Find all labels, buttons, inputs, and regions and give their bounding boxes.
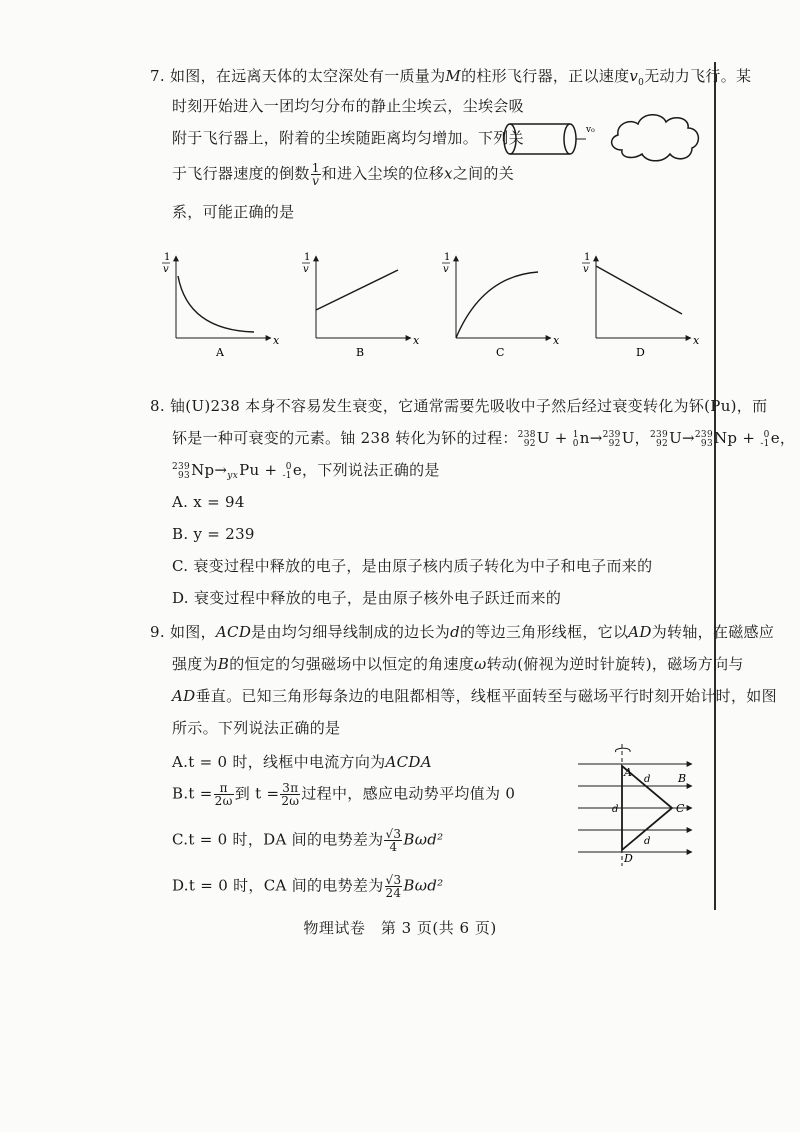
q7-line4: 于飞行器速度的倒数 $\frac{1}{v}$ 和进入尘埃的位移x之间的关 — [172, 161, 515, 188]
q7-line5: 系，可能正确的是 — [172, 203, 295, 221]
label-d-bottom: d — [644, 836, 651, 847]
q7-line1: 7. 如图，在远离天体的太空深处有一质量为M的柱形飞行器，正以速度$v_0$无动力飞行。某 — [150, 67, 752, 88]
nuclide-electron-a: 0 -1 e — [760, 429, 780, 449]
label-C: C — [676, 802, 685, 815]
label-d-left: d — [612, 804, 619, 815]
graph-curve — [316, 270, 398, 310]
q8-line1: 8. 铀(U)238 本身不容易发生衰变，它通常需要先吸收中子然后经过衰变转化为钚(Pu)，而 — [150, 397, 768, 415]
nuclide-neutron: 1 0 n — [572, 429, 590, 449]
y-label-num: 1 — [304, 252, 311, 263]
q8-option-b: B. y = 239 — [172, 525, 255, 543]
graph-option-label: A — [216, 346, 224, 359]
dust-cloud — [612, 115, 699, 161]
q7-fraction: $\frac{1}{v}$ — [311, 161, 320, 188]
q7-line3: 附于飞行器上，附着的尘埃随距离均匀增加。下列关 — [172, 129, 524, 147]
q8-option-a: A. x = 94 — [172, 493, 245, 511]
graph-C — [442, 252, 560, 359]
nuclide-u239-b: 239 92 U — [649, 429, 683, 449]
label-D: D — [624, 852, 633, 865]
q9-option-d: D.t = 0 时，CA 间的电势差为 $\frac{√3}{24}$ Bωd² — [172, 873, 444, 900]
x-label: x — [693, 334, 700, 347]
q8-line3: 239 93 Np→yxPu + 0 -1 e，下列说法正确的是 — [172, 461, 440, 481]
nuclide-u239-a: 239 92 U — [602, 429, 635, 449]
q9-line1: 9. 如图，ACD是由均匀细导线制成的边长为d的等边三角形线框，它以AD为转轴，在磁感应 — [150, 623, 775, 641]
q9-option-c: C.t = 0 时，DA 间的电势差为 $\frac{√3}{4}$ Bωd² — [172, 827, 444, 854]
label-B: B — [678, 772, 687, 785]
graph-option-label: C — [496, 346, 505, 359]
q8-option-d: D. 衰变过程中释放的电子，是由原子核外电子跃迁而来的 — [172, 589, 562, 607]
spacecraft-cylinder — [504, 124, 576, 154]
x-label: x — [273, 334, 280, 347]
velocity-label: v₀ — [586, 125, 595, 135]
nuclide-electron-b: 0 -1 e — [282, 461, 303, 481]
nuclide-np239-b: 239 93 Np — [172, 461, 215, 481]
q8-option-c: C. 衰变过程中释放的电子，是由原子核内质子转化为中子和电子而来的 — [172, 557, 653, 575]
q9-line4: 所示。下列说法正确的是 — [172, 719, 341, 737]
label-d-top: d — [644, 774, 651, 785]
q9-line2: 强度为B的恒定的匀强磁场中以恒定的角速度ω转动(俯视为逆时针旋转)，磁场方向与 — [172, 655, 744, 673]
y-label-den: v — [303, 264, 309, 275]
graph-curve — [178, 276, 254, 332]
y-label-den: v — [163, 264, 169, 275]
q9-option-a: A.t = 0 时，线框中电流方向为ACDA — [172, 753, 432, 771]
label-A: A — [624, 766, 632, 779]
x-label: x — [553, 334, 560, 347]
nuclide-u238: 238 92 U — [517, 429, 550, 449]
margin-line — [714, 62, 716, 910]
graph-option-label: D — [636, 346, 645, 359]
y-label-den: v — [443, 264, 449, 275]
y-label-num: 1 — [164, 252, 171, 263]
graph-curve — [456, 272, 538, 338]
y-label-den: v — [583, 264, 589, 275]
page-footer: 物理试卷 第 3 页(共 6 页) — [303, 919, 497, 937]
graph-A — [162, 252, 280, 359]
graph-B — [302, 252, 420, 359]
q9-line3: AD垂直。已知三角形每条边的电阻都相等，线框平面转至与磁场平行时刻开始计时，如图 — [172, 687, 777, 705]
y-label-num: 1 — [584, 252, 591, 263]
nuclide-pu: yxPu — [227, 461, 260, 481]
x-label: x — [413, 334, 420, 347]
q7-graphs — [150, 238, 710, 368]
y-label-num: 1 — [444, 252, 451, 263]
graph-option-label: B — [356, 346, 365, 359]
nuclide-np239: 239 93 Np — [694, 429, 738, 449]
q7-line2: 时刻开始进入一团均匀分布的静止尘埃云，尘埃会吸 — [172, 97, 524, 115]
q9-figure — [572, 742, 702, 872]
q8-line2: 钚是一种可衰变的元素。铀 238 转化为钚的过程： 238 92 U + 1 0 n→ 239 92 U， 239 92 U→ 239 93 Np + 0 -1 e， — [172, 429, 796, 449]
spacecraft-cloud-figure — [500, 108, 715, 170]
q9-option-b: B.t = $\frac{\pi}{2\omega}$ 到 t = $\frac{3\pi}{2\omega}$ 过程中，感应电动势平均值为 0 — [172, 781, 516, 808]
graph-curve — [596, 266, 682, 314]
rotation-arrow-icon — [615, 748, 630, 752]
graph-D — [582, 252, 700, 359]
